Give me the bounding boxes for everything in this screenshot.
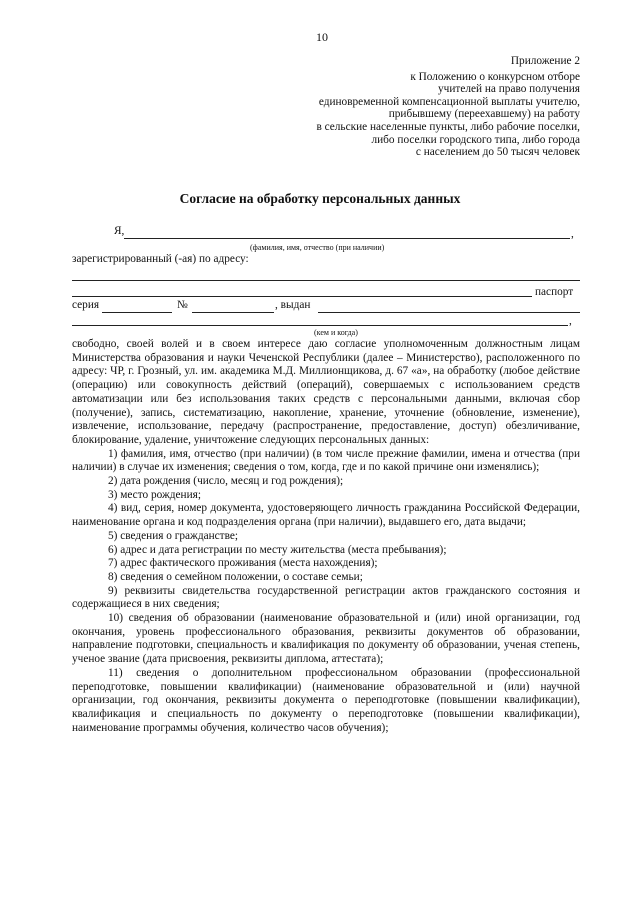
passport-label: паспорт: [535, 286, 574, 298]
registered-label: зарегистрированный (-ая) по адресу:: [72, 253, 249, 265]
appendix-line: учителей на право получения: [438, 83, 580, 96]
list-item: 5) сведения о гражданстве;: [108, 529, 239, 542]
appendix-line: единовременной компенсационной выплаты учителю,: [318, 95, 580, 108]
consent-body: [72, 338, 580, 735]
list-item: 7) адрес фактического проживания (места нахождения);: [108, 557, 378, 570]
appendix-line: либо поселки городского типа, либо города: [371, 133, 580, 146]
list-item: 6) адрес и дата регистрации по месту жительства (места пребывания);: [108, 543, 447, 556]
ya-label: Я,: [114, 225, 125, 237]
list-item: 2) дата рождения (число, месяц и год рождения);: [108, 475, 344, 488]
series-label: серия: [72, 299, 100, 311]
list-item: 11) сведения о дополнительном профессиональном образовании (профессиональной переподготовке, повышении квалификации) (наименование образовательной и (или) научной организации, год окончания, реквизиты документа о переподготовке (повышении квалификации), квалификация и специальность по документу о переподготовке (повышении квалификации), наименование программы обучения, количество часов обучения);: [72, 666, 580, 734]
list-item: 3) место рождения;: [108, 488, 201, 501]
address-line-1: [72, 280, 580, 281]
list-item: 4) вид, серия, номер документа, удостоверяющего личность гражданина Российской Федерации, наименование органа и код подразделения органа (при наличии), выдавшего его, дата выдачи;: [72, 502, 580, 529]
list-item: 8) сведения о семейном положении, о составе семьи;: [108, 570, 363, 583]
appendix-line: с населением до 50 тысяч человек: [415, 146, 580, 159]
issued-hint: (кем и когда): [314, 328, 358, 337]
issued-line-2: [72, 325, 568, 326]
list-item: 1) фамилия, имя, отчество (при наличии) (в том числе прежние фамилии, имена и отчества (при наличии) в случае их изменения; сведения о том, когда, где и по какой причине они изменялись);: [72, 447, 580, 474]
fio-hint: (фамилия, имя, отчество (при наличии): [250, 243, 385, 252]
list-item: 10) сведения об образовании (наименование образовательной и (или) иной организации, год окончания, уровень профессионального образования, реквизиты документов об образовании, направление подготовки, специальность и квалификация по документу об образовании, ученая степень, ученое звание (дата присвоения, реквизиты диплома, аттестата);: [72, 612, 580, 666]
page-number: 10: [316, 30, 328, 44]
intro-paragraph: свободно, своей волей и в своем интересе даю согласие уполномоченным должностным лицам Министерства образования и науки Чеченской Республики (далее – Министерство), расположенного по адресу: ЧР, г. Грозный, ул. им. академика М.Д. Миллионщикова, д. 67 «а», на обработку (любое действие (операцию) или совокупность действий (операций), совершаемых с использованием средств автоматизации или без использования таких средств с персональными данными, включая сбор (получение), запись, систематизацию, накопление, хранение, уточнение (обновление, изменение), извлечение, использование, передачу (распространение, предоставление, доступ) обезличивание, блокирование, удаление, уничтожение следующих персональных данных:: [72, 338, 580, 446]
list-item: 9) реквизиты свидетельства государственной регистрации актов гражданского состояния и содержащиеся в них сведения;: [72, 584, 580, 611]
number-label: №: [177, 299, 188, 311]
document-title: Согласие на обработку персональных данных: [179, 191, 461, 206]
appendix-line: прибывшему (переехавшему) на работу: [388, 108, 580, 121]
address-line-2: [72, 296, 532, 297]
appendix-line: к Положению о конкурсном отборе: [410, 70, 580, 83]
appendix-line: в сельские населенные пункты, либо рабочие поселки,: [316, 120, 580, 133]
series-line: [102, 312, 172, 313]
appendix-line: Приложение 2: [510, 55, 580, 67]
appendix-block: [220, 55, 580, 159]
number-line: [192, 312, 274, 313]
issued-label: , выдан: [275, 299, 311, 311]
issued-line: [318, 312, 580, 313]
fio-line: [124, 238, 570, 239]
